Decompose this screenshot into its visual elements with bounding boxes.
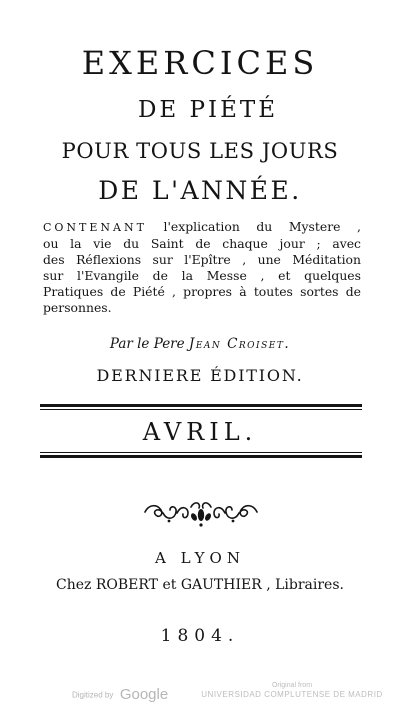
fleuron-ornament (141, 495, 261, 527)
original-from-watermark (182, 681, 400, 700)
author-prefix: Par le Pere (109, 336, 189, 352)
title-line-exercices: EXERCICES (81, 44, 319, 82)
title-line-de-l-annee: DE L'ANNÉE. (98, 176, 302, 205)
bottom-thick-rule (40, 455, 362, 458)
content-line: ou la vie du Saint de chaque jour ; avec (43, 236, 361, 251)
content-line: Pratiques de Piété , propres à toutes sortes de (43, 284, 361, 299)
imprint-publisher: Chez ROBERT et GAUTHIER , Libraires. (56, 577, 344, 593)
digitized-by-watermark (72, 686, 168, 704)
title-line-pour-tous-les-jours: POUR TOUS LES JOURS (61, 139, 339, 163)
content-line (43, 219, 361, 236)
author-line (0, 336, 400, 352)
content-line: sur l'Evangile de la Messe , et quelques (43, 268, 361, 283)
google-logo: Google (119, 686, 169, 704)
title-line-de-piete: DE PIÉTÉ (137, 97, 279, 123)
top-thick-rule (40, 404, 362, 407)
month-title: AVRIL. (142, 418, 258, 446)
digitized-by-label: Digitized by (72, 690, 114, 700)
content-lead-word: CONTENANT (43, 221, 147, 234)
imprint-city: A LYON (155, 549, 245, 567)
content-description (43, 219, 361, 316)
content-line: des Réflexions sur l'Epître , une Méditation (43, 252, 361, 267)
author-name: Jean Croiset. (188, 336, 291, 352)
bottom-thin-rule (40, 452, 362, 453)
content-line-text: l'explication du Mystere , (146, 219, 361, 234)
edition-line: DERNIERE ÉDITION. (96, 366, 304, 385)
imprint-year: 1804. (160, 626, 240, 646)
original-from-label: Original from (271, 682, 313, 689)
content-line: personnes. (43, 300, 112, 315)
institution-name: UNIVERSIDAD COMPLUTENSE DE MADRID (201, 690, 383, 699)
top-thin-rule (40, 409, 362, 410)
